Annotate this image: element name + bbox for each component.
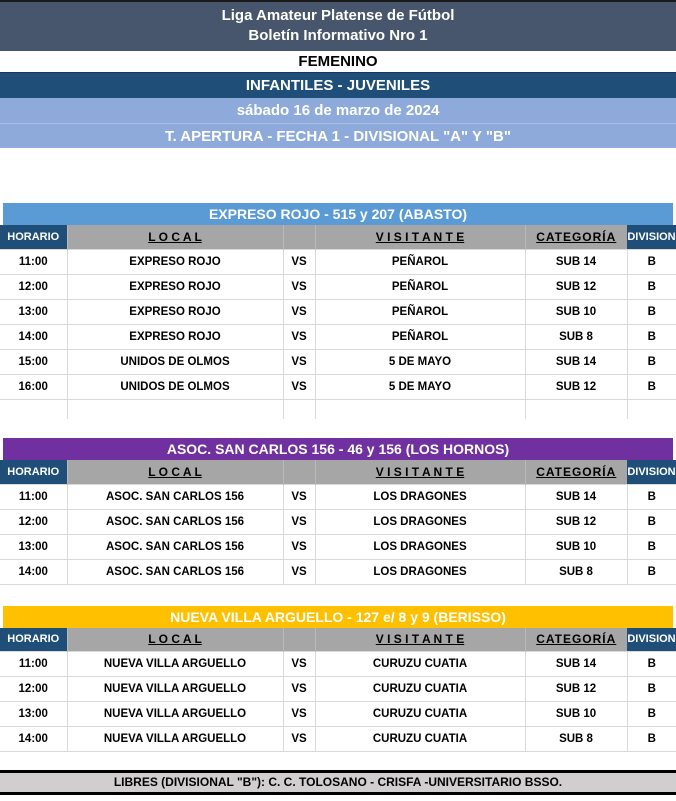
time-cell: 13:00	[0, 702, 67, 727]
away-team-cell: LOS DRAGONES	[315, 534, 525, 559]
col-header-visitante: V I S I T A N T E	[315, 460, 525, 484]
away-team-cell: LOS DRAGONES	[315, 509, 525, 534]
col-header-division: DIVISION	[627, 460, 676, 484]
category-cell: SUB 10	[525, 299, 627, 324]
home-team-cell: UNIDOS DE OLMOS	[67, 374, 283, 399]
home-team-cell: UNIDOS DE OLMOS	[67, 349, 283, 374]
home-team-cell: NUEVA VILLA ARGUELLO	[67, 727, 283, 752]
category-cell: SUB 14	[525, 484, 627, 509]
time-cell: 12:00	[0, 274, 67, 299]
match-row	[0, 534, 676, 559]
vs-cell: VS	[283, 702, 315, 727]
fixture-section	[0, 438, 676, 585]
col-header-visitante: V I S I T A N T E	[315, 628, 525, 652]
col-header-horario: HORARIO	[0, 225, 67, 249]
home-team-cell: EXPRESO ROJO	[67, 274, 283, 299]
home-team-cell: ASOC. SAN CARLOS 156	[67, 559, 283, 584]
col-header-local: L O C A L	[67, 460, 283, 484]
column-header-row	[0, 460, 676, 484]
venue-header: NUEVA VILLA ARGUELLO - 127 e/ 8 y 9 (BERISSO)	[3, 606, 673, 628]
category-cell: SUB 14	[525, 249, 627, 274]
col-header-horario: HORARIO	[0, 460, 67, 484]
division-cell: B	[627, 509, 676, 534]
match-row	[0, 324, 676, 349]
division-cell: B	[627, 349, 676, 374]
bulletin-title-band	[0, 0, 676, 51]
fixture-table	[0, 628, 676, 753]
col-header-vs	[283, 225, 315, 249]
league-title: Liga Amateur Platense de Fútbol	[221, 7, 455, 24]
col-header-categoria: CATEGORÍA	[525, 225, 627, 249]
col-header-division: DIVISION	[627, 628, 676, 652]
home-team-cell: ASOC. SAN CARLOS 156	[67, 484, 283, 509]
category-cell: SUB 12	[525, 677, 627, 702]
col-header-local: L O C A L	[67, 225, 283, 249]
match-row	[0, 484, 676, 509]
match-row	[0, 727, 676, 752]
home-team-cell: NUEVA VILLA ARGUELLO	[67, 702, 283, 727]
vs-cell: VS	[283, 652, 315, 677]
vs-cell: VS	[283, 509, 315, 534]
home-team-cell: NUEVA VILLA ARGUELLO	[67, 677, 283, 702]
time-cell: 14:00	[0, 559, 67, 584]
fixture-section	[0, 606, 676, 753]
away-team-cell: LOS DRAGONES	[315, 559, 525, 584]
col-header-vs	[283, 628, 315, 652]
fixture-section	[0, 203, 676, 419]
division-cell: B	[627, 727, 676, 752]
away-team-cell: CURUZU CUATIA	[315, 677, 525, 702]
col-header-categoria: CATEGORÍA	[525, 628, 627, 652]
category-heading: FEMENINO	[0, 51, 676, 72]
time-cell: 13:00	[0, 534, 67, 559]
division-cell: B	[627, 249, 676, 274]
home-team-cell: EXPRESO ROJO	[67, 324, 283, 349]
division-cell: B	[627, 324, 676, 349]
category-cell: SUB 14	[525, 652, 627, 677]
time-cell: 11:00	[0, 484, 67, 509]
category-cell: SUB 12	[525, 274, 627, 299]
byes-footer: LIBRES (DIVISIONAL "B"): C. C. TOLOSANO - CRISFA -UNIVERSITARIO BSSO.	[0, 770, 676, 795]
away-team-cell: 5 DE MAYO	[315, 374, 525, 399]
away-team-cell: PEÑAROL	[315, 249, 525, 274]
match-row	[0, 652, 676, 677]
col-header-categoria: CATEGORÍA	[525, 460, 627, 484]
division-cell: B	[627, 652, 676, 677]
tournament-round: T. APERTURA - FECHA 1 - DIVISIONAL "A" Y "B"	[0, 123, 676, 148]
bulletin-number: Boletín Informativo Nro 1	[248, 27, 428, 44]
away-team-cell: 5 DE MAYO	[315, 349, 525, 374]
home-team-cell: EXPRESO ROJO	[67, 249, 283, 274]
division-cell: B	[627, 677, 676, 702]
column-header-row	[0, 628, 676, 652]
match-row	[0, 559, 676, 584]
col-header-local: L O C A L	[67, 628, 283, 652]
subcategory-heading: INFANTILES - JUVENILES	[0, 72, 676, 98]
division-cell: B	[627, 702, 676, 727]
time-cell: 11:00	[0, 652, 67, 677]
category-cell: SUB 8	[525, 559, 627, 584]
home-team-cell: NUEVA VILLA ARGUELLO	[67, 652, 283, 677]
match-row	[0, 299, 676, 324]
away-team-cell: PEÑAROL	[315, 274, 525, 299]
empty-cell	[0, 399, 67, 419]
division-cell: B	[627, 299, 676, 324]
division-cell: B	[627, 374, 676, 399]
col-header-division: DIVISION	[627, 225, 676, 249]
time-cell: 14:00	[0, 324, 67, 349]
empty-cell	[627, 399, 676, 419]
match-row	[0, 274, 676, 299]
category-cell: SUB 12	[525, 509, 627, 534]
vs-cell: VS	[283, 374, 315, 399]
venue-header: EXPRESO ROJO - 515 y 207 (ABASTO)	[3, 203, 673, 225]
match-date: sábado 16 de marzo de 2024	[0, 98, 676, 123]
away-team-cell: CURUZU CUATIA	[315, 652, 525, 677]
away-team-cell: CURUZU CUATIA	[315, 702, 525, 727]
col-header-visitante: V I S I T A N T E	[315, 225, 525, 249]
vs-cell: VS	[283, 299, 315, 324]
time-cell: 11:00	[0, 249, 67, 274]
category-cell: SUB 8	[525, 727, 627, 752]
vs-cell: VS	[283, 727, 315, 752]
time-cell: 15:00	[0, 349, 67, 374]
category-cell: SUB 10	[525, 702, 627, 727]
spacer	[0, 148, 676, 203]
empty-row	[0, 399, 676, 419]
away-team-cell: PEÑAROL	[315, 324, 525, 349]
home-team-cell: EXPRESO ROJO	[67, 299, 283, 324]
category-cell: SUB 8	[525, 324, 627, 349]
column-header-row	[0, 225, 676, 249]
venue-header: ASOC. SAN CARLOS 156 - 46 y 156 (LOS HORNOS)	[3, 438, 673, 460]
category-cell: SUB 14	[525, 349, 627, 374]
empty-cell	[315, 399, 525, 419]
vs-cell: VS	[283, 324, 315, 349]
time-cell: 14:00	[0, 727, 67, 752]
away-team-cell: PEÑAROL	[315, 299, 525, 324]
category-cell: SUB 12	[525, 374, 627, 399]
vs-cell: VS	[283, 534, 315, 559]
empty-cell	[67, 399, 283, 419]
away-team-cell: LOS DRAGONES	[315, 484, 525, 509]
fixture-table	[0, 225, 676, 419]
vs-cell: VS	[283, 349, 315, 374]
empty-cell	[525, 399, 627, 419]
match-row	[0, 677, 676, 702]
match-row	[0, 509, 676, 534]
time-cell: 13:00	[0, 299, 67, 324]
vs-cell: VS	[283, 274, 315, 299]
division-cell: B	[627, 534, 676, 559]
fixture-sections	[0, 203, 676, 752]
time-cell: 12:00	[0, 509, 67, 534]
col-header-vs	[283, 460, 315, 484]
away-team-cell: CURUZU CUATIA	[315, 727, 525, 752]
match-row	[0, 249, 676, 274]
time-cell: 16:00	[0, 374, 67, 399]
time-cell: 12:00	[0, 677, 67, 702]
match-row	[0, 702, 676, 727]
col-header-horario: HORARIO	[0, 628, 67, 652]
home-team-cell: ASOC. SAN CARLOS 156	[67, 534, 283, 559]
empty-cell	[283, 399, 315, 419]
fixture-table	[0, 460, 676, 585]
division-cell: B	[627, 484, 676, 509]
vs-cell: VS	[283, 484, 315, 509]
vs-cell: VS	[283, 559, 315, 584]
category-cell: SUB 10	[525, 534, 627, 559]
match-row	[0, 349, 676, 374]
division-cell: B	[627, 274, 676, 299]
vs-cell: VS	[283, 677, 315, 702]
vs-cell: VS	[283, 249, 315, 274]
division-cell: B	[627, 559, 676, 584]
home-team-cell: ASOC. SAN CARLOS 156	[67, 509, 283, 534]
match-row	[0, 374, 676, 399]
